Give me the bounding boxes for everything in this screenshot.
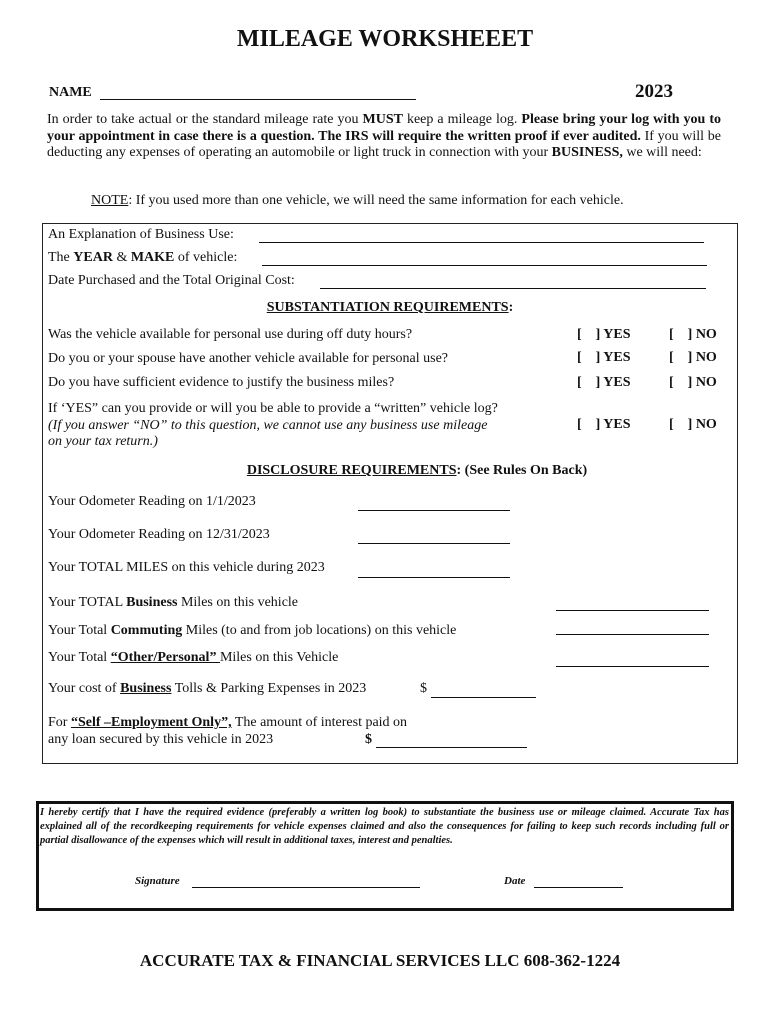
- yes-checkbox[interactable]: [ ] YES: [577, 417, 631, 432]
- disclosure-heading: DISCLOSURE REQUIREMENTS: (See Rules On Back): [246, 463, 588, 478]
- question-written-log: If ‘YES” can you provide or will you be able to provide a “written” vehicle log?: [48, 401, 498, 416]
- name-field-line[interactable]: [100, 99, 416, 100]
- yes-checkbox[interactable]: [ ] YES: [577, 350, 631, 365]
- no-checkbox[interactable]: [ ] NO: [669, 327, 717, 342]
- yes-checkbox[interactable]: [ ] YES: [577, 375, 631, 390]
- interest-label-line2: any loan secured by this vehicle in 2023: [48, 732, 274, 747]
- intro-bold-sentence: Please bring your log with you to your appointment in case there is a question. The IRS will require the written proof if ever audited.: [47, 112, 722, 144]
- other-personal-miles-label: Your Total “Other/Personal” Miles on this Vehicle: [48, 650, 339, 665]
- interest-dollar-sign: $: [365, 732, 372, 747]
- tolls-dollar-sign: $: [420, 681, 427, 696]
- total-miles-label: Your TOTAL MILES on this vehicle during 2023: [48, 560, 325, 575]
- odometer-end-label: Your Odometer Reading on 12/31/2023: [48, 527, 270, 542]
- question-written-log-note: (If you answer “NO” to this question, we cannot use any business use mileage: [48, 418, 488, 433]
- certification-text: I hereby certify that I have the required evidence (preferably a written log book) to substantiate the business use or mileage claimed. Accurate Tax has explained all of the recordkeeping requirements for vehicle expenses claimed and also the consequences for failing to keep such records including full or partial disallowance of the expenses which will result in additional taxes, interest and penalties.: [40, 807, 729, 846]
- business-miles-field-line[interactable]: [556, 610, 709, 611]
- no-checkbox[interactable]: [ ] NO: [669, 375, 717, 390]
- no-checkbox[interactable]: [ ] NO: [669, 417, 717, 432]
- date-label: Date: [504, 875, 526, 887]
- business-miles-label: Your TOTAL Business Miles on this vehicle: [48, 595, 299, 610]
- odometer-start-label: Your Odometer Reading on 1/1/2023: [48, 494, 256, 509]
- date-field-line[interactable]: [534, 887, 623, 888]
- odometer-end-field-line[interactable]: [358, 543, 510, 544]
- date-cost-label: Date Purchased and the Total Original Cost:: [48, 273, 295, 288]
- no-checkbox[interactable]: [ ] NO: [669, 350, 717, 365]
- yes-checkbox[interactable]: [ ] YES: [577, 327, 631, 342]
- interest-field-line[interactable]: [376, 747, 527, 748]
- year-make-label: The YEAR & MAKE of vehicle:: [48, 250, 238, 265]
- name-label: NAME: [49, 85, 92, 100]
- interest-label: For “Self –Employment Only”, The amount of interest paid on: [48, 715, 408, 730]
- year-make-field-line[interactable]: [262, 265, 707, 266]
- signature-label: Signature: [135, 875, 180, 887]
- question-personal-use: Was the vehicle available for personal use during off duty hours?: [48, 327, 413, 342]
- tax-year: 2023: [635, 81, 673, 102]
- substantiation-heading: SUBSTANTIATION REQUIREMENTS:: [266, 300, 514, 315]
- explanation-label: An Explanation of Business Use:: [48, 227, 234, 242]
- date-cost-field-line[interactable]: [320, 288, 706, 289]
- question-other-vehicle: Do you or your spouse have another vehicle available for personal use?: [48, 351, 449, 366]
- total-miles-field-line[interactable]: [358, 577, 510, 578]
- intro-paragraph: In order to take actual or the standard mileage rate you MUST keep a mileage log. Please bring your log with you to your appointment in case there is a question. The IRS will require the written proof if ever audited. If you will be deducting any expenses of operating an automobile or light truck in connection with your BUSINESS, we will need:: [47, 112, 722, 160]
- question-written-log-note: on your tax return.): [48, 434, 158, 449]
- odometer-start-field-line[interactable]: [358, 510, 510, 511]
- other-personal-miles-field-line[interactable]: [556, 666, 709, 667]
- explanation-field-line[interactable]: [259, 242, 704, 243]
- page-title: MILEAGE WORKSHEEET: [236, 26, 534, 52]
- note: NOTE: If you used more than one vehicle, we will need the same information for each vehicle.: [91, 193, 624, 208]
- commuting-miles-label: Your Total Commuting Miles (to and from job locations) on this vehicle: [48, 623, 457, 638]
- tolls-parking-label: Your cost of Business Tolls & Parking Expenses in 2023: [48, 681, 367, 696]
- signature-field-line[interactable]: [192, 887, 420, 888]
- company-footer: ACCURATE TAX & FINANCIAL SERVICES LLC 608-362-1224: [139, 951, 621, 970]
- tolls-parking-field-line[interactable]: [431, 697, 536, 698]
- question-evidence: Do you have sufficient evidence to justify the business miles?: [48, 375, 395, 390]
- commuting-miles-field-line[interactable]: [556, 634, 709, 635]
